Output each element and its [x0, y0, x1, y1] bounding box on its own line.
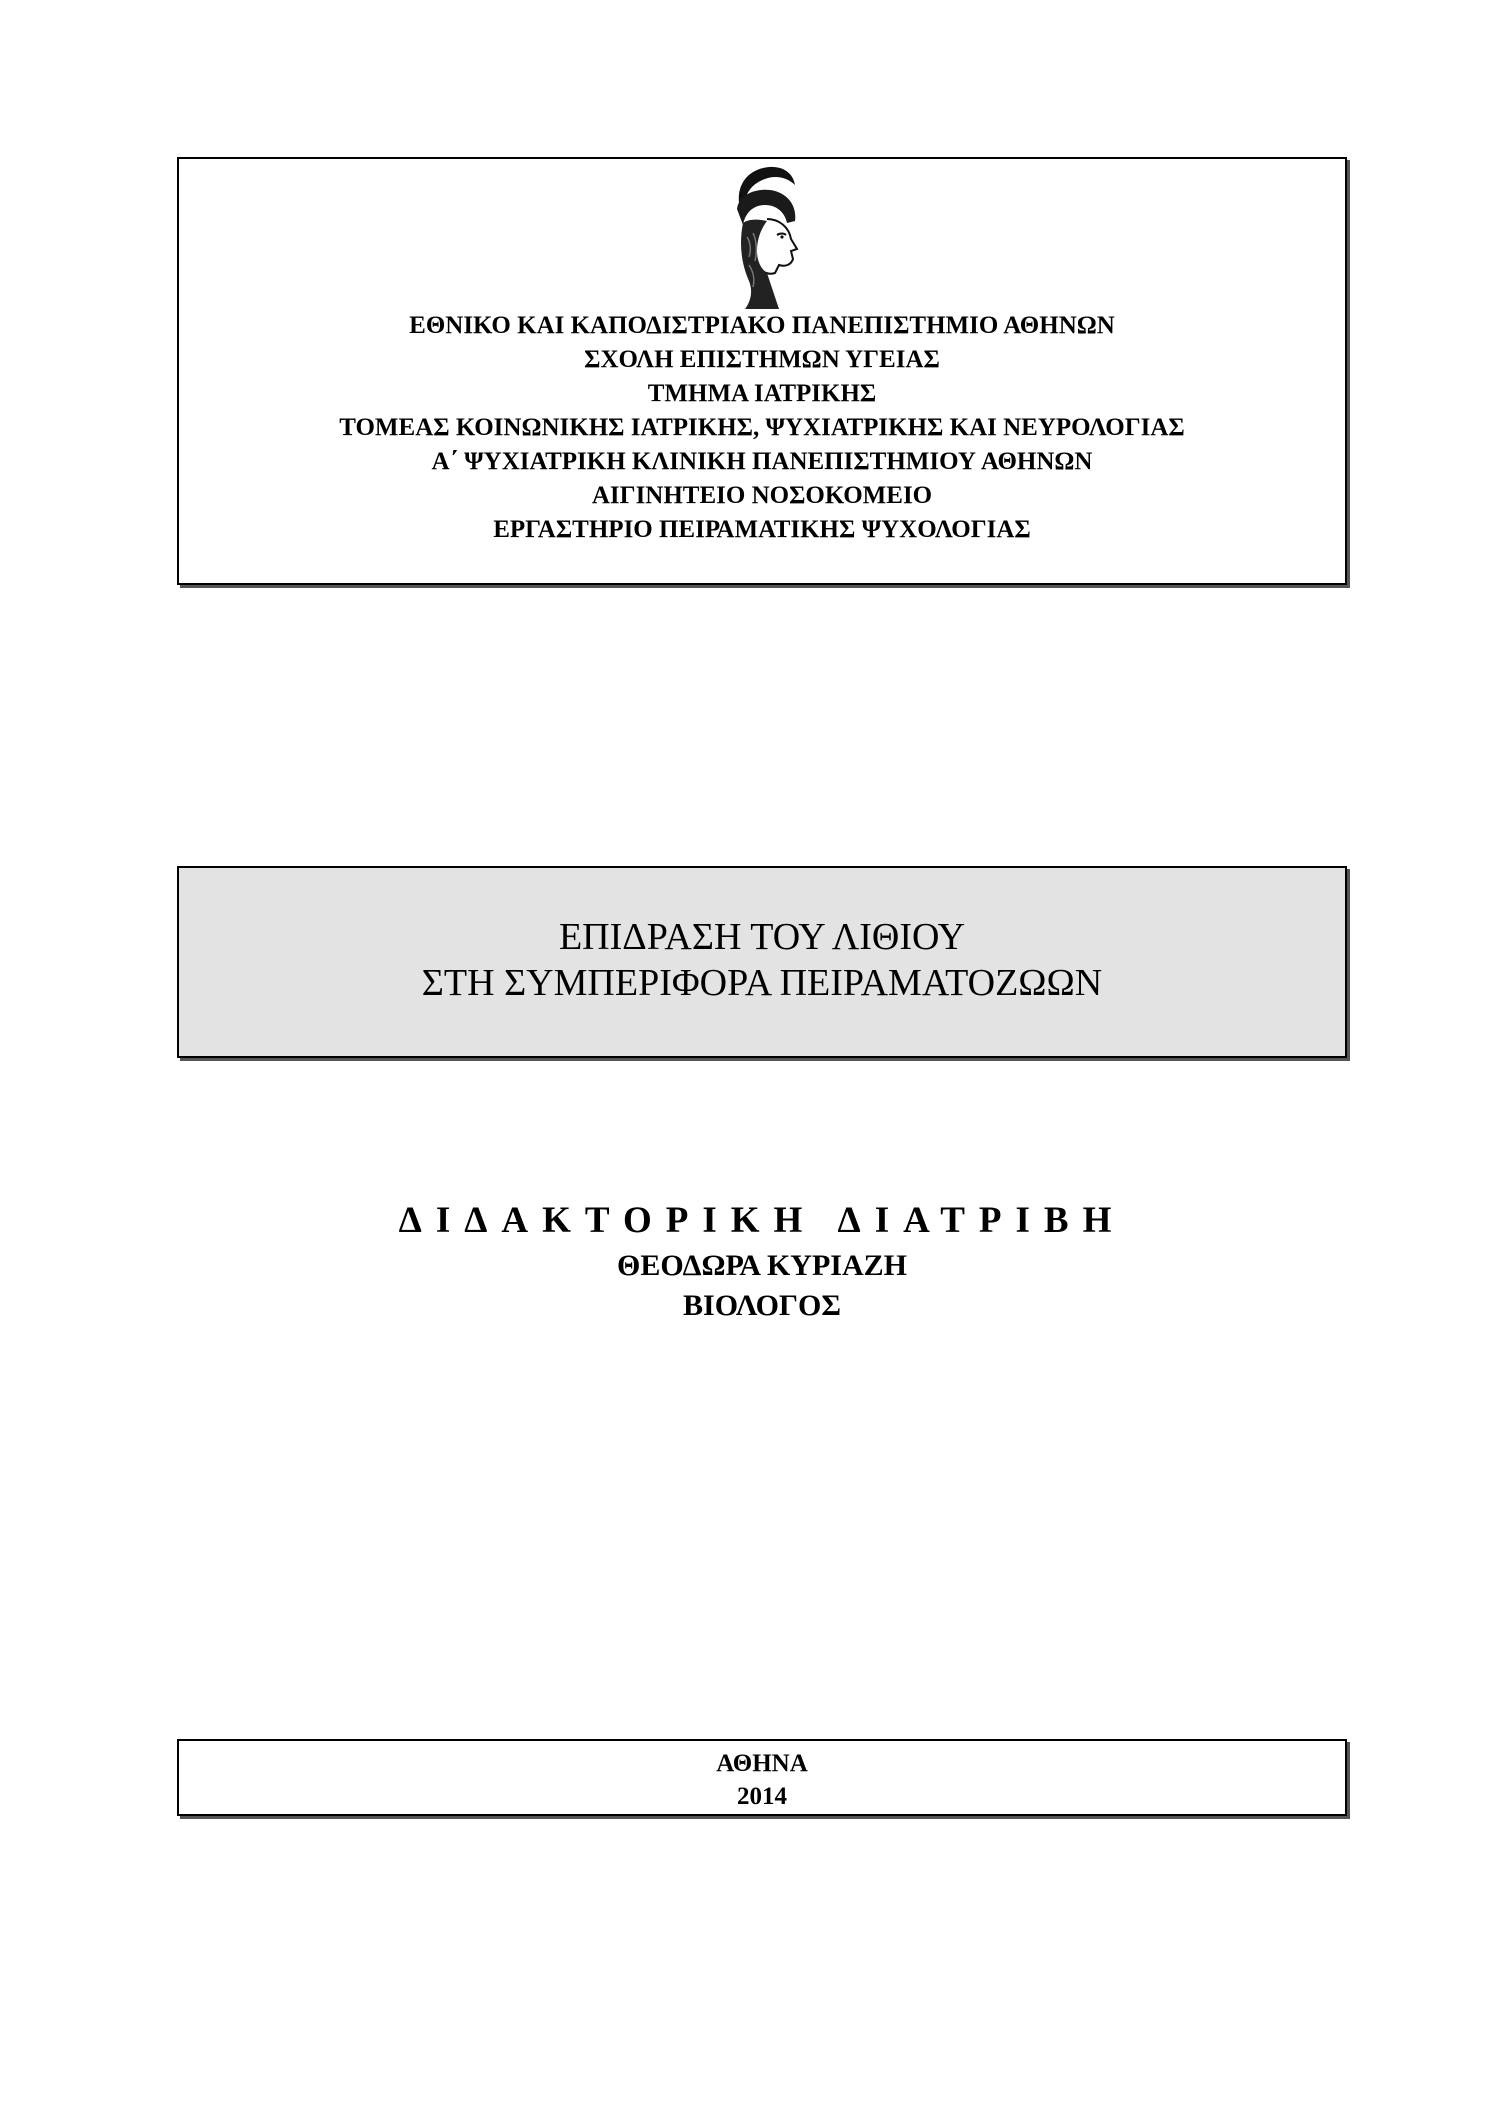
thesis-type: ΔΙΔΑΚΤΟΡΙΚΗ ΔΙΑΤΡΙΒΗ	[398, 1200, 1126, 1241]
thesis-title-line-1: ΕΠΙΔΡΑΣΗ ΤΟΥ ΛΙΘΙΟΥ	[558, 916, 966, 958]
hospital-name: ΑΙΓΙΝΗΤΕΙΟ ΝΟΣΟΚΟΜΕΙΟ	[591, 482, 933, 509]
place-name: ΑΘΗΝΑ	[716, 1750, 808, 1777]
author-profession: ΒΙΟΛΟΓΟΣ	[683, 1289, 841, 1322]
place-year-box	[177, 1739, 1347, 1816]
thesis-title	[179, 914, 1345, 1006]
year: 2014	[737, 1783, 787, 1810]
thesis-title-box	[177, 866, 1347, 1058]
institution-header-box	[177, 157, 1347, 585]
sector-name: ΤΟΜΕΑΣ ΚΟΙΝΩΝΙΚΗΣ ΙΑΤΡΙΚΗΣ, ΨΥΧΙΑΤΡΙΚΗΣ ΚΑΙ ΝΕΥΡΟΛΟΓΙΑΣ	[339, 414, 1185, 441]
thesis-title-line-2: ΣΤΗ ΣΥΜΠΕΡΙΦΟΡΑ ΠΕΙΡΑΜΑΤΟΖΩΩΝ	[421, 962, 1103, 1004]
laboratory-name: ΕΡΓΑΣΤΗΡΙΟ ΠΕΙΡΑΜΑΤΙΚΗΣ ΨΥΧΟΛΟΓΙΑΣ	[493, 516, 1031, 543]
institution-lines	[179, 309, 1345, 547]
department-name: ΤΜΗΜΑ ΙΑΤΡΙΚΗΣ	[647, 380, 877, 407]
school-name: ΣΧΟΛΗ ΕΠΙΣΤΗΜΩΝ ΥΓΕΙΑΣ	[584, 346, 940, 373]
clinic-name: Α΄ ΨΥΧΙΑΤΡΙΚΗ ΚΛΙΝΙΚΗ ΠΑΝΕΠΙΣΤΗΜΙΟΥ ΑΘΗΝΩΝ	[431, 448, 1093, 475]
place-year	[179, 1747, 1345, 1813]
university-name: ΕΘΝΙΚΟ ΚΑΙ ΚΑΠΟΔΙΣΤΡΙΑΚΟ ΠΑΝΕΠΙΣΤΗΜΙΟ ΑΘΗΝΩΝ	[409, 312, 1115, 339]
athena-head-emblem-icon	[709, 163, 819, 313]
author-name: ΘΕΟΔΩΡΑ ΚΥΡΙΑΖΗ	[617, 1249, 907, 1282]
